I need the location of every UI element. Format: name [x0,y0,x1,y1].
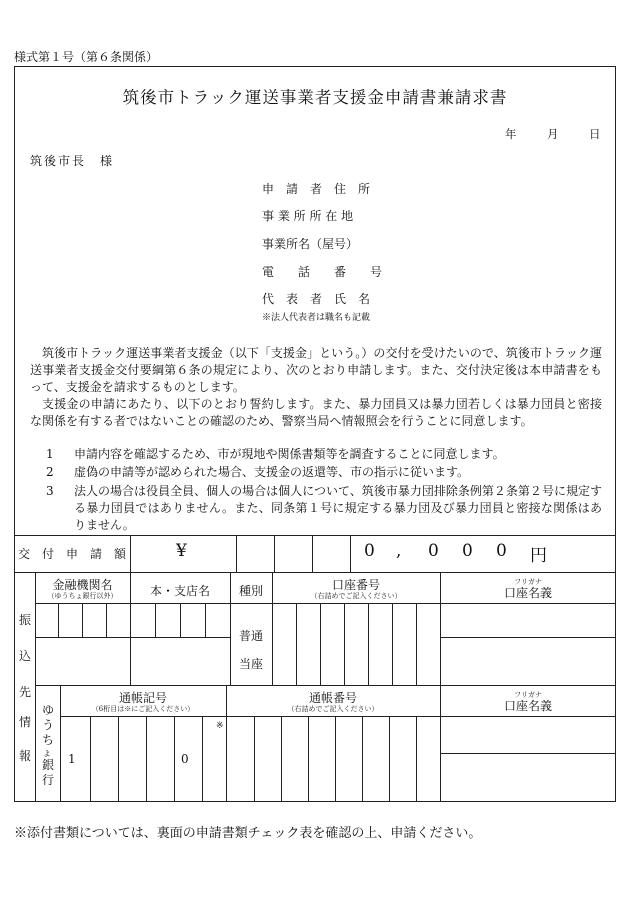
date-month: 月 [547,127,559,141]
representative-label: 代 表 者 氏 名 [262,292,371,306]
passbook-symbol-note: （6桁目は※にご記入ください） [91,705,195,713]
passbook-number-note: （右詰めでご記入ください） [287,705,379,713]
pledge-number: 1 [46,447,54,461]
institution-header: 金融機関名 [52,578,113,592]
amount-comma: , [396,541,402,561]
pledge-item [46,483,606,534]
type-option-ordinary[interactable]: 普通 [238,629,263,643]
form-title: 筑後市トラック運送事業者支援金申請書兼請求書 [122,88,508,107]
amount-digit[interactable]: 0 [462,541,473,561]
institution-note: （ゆうちょ銀行以外） [47,592,118,600]
side-label-char: 情 [19,715,32,729]
phone-label: 電 話 番 号 [262,265,383,279]
side-label-char: 振 [19,613,32,627]
branch-header: 本・支店名 [149,584,210,598]
furigana-label: フリガナ [514,578,542,586]
pledge-item [46,464,606,481]
date-day: 日 [589,127,601,141]
applicant-address-label: 申 請 者 住 所 [262,182,371,196]
pledge-number: 3 [46,484,54,498]
amount-unit: 円 [530,546,547,566]
account-number-header: 口座番号 [331,578,380,592]
pledge-text: 虚偽の申請等が認められた場合、支援金の返還等、市の指示に従います。 [74,465,470,479]
amount-digit[interactable]: 0 [428,541,439,561]
account-holder-header: 口座名義 [503,586,552,600]
business-name-label: 事業所名（屋号） [262,237,359,251]
yucho-label-char: 銀 [42,758,55,772]
pledge-number: 2 [46,465,54,479]
yucho-label-char: 行 [42,773,55,787]
office-location-label: 事 業 所 所 在 地 [262,209,354,223]
symbol-digit-prefill: 1 [68,752,76,766]
yucho-label-char: ち [42,733,55,747]
pledge-item [46,446,606,463]
form-number: 様式第１号（第６条関係） [14,50,159,64]
yen-symbol: ¥ [176,541,187,561]
passbook-symbol-header: 通帳記号 [118,691,167,705]
amount-digit[interactable]: 0 [364,541,375,561]
yucho-label-char: ゆ [42,703,55,717]
passbook-number-header: 通帳番号 [308,691,357,705]
body-paragraph-1: 筑後市トラック運送事業者支援金（以下「支援金」という。）の交付を受けたいので、筑後市トラック運送事業者支援金交付要綱第６条の規定により、次のとおり申請します。また、交付決定後は本申請書をもって、支援金を請求するものとします。 [30,346,602,394]
side-label-char: 込 [19,649,32,663]
side-label-char: 先 [19,685,32,699]
yucho-label-char: う [42,718,55,732]
date-year: 年 [505,127,517,141]
side-label-char: 報 [19,749,32,763]
amount-digit[interactable]: 0 [496,541,507,561]
account-number-note: （右詰めでご記入ください） [310,592,402,600]
account-holder-header: 口座名義 [503,699,552,713]
furigana-label: フリガナ [514,691,542,699]
representative-note: ※法人代表者は職名も記載 [262,313,371,323]
footer-note: ※添付書類については、裏面の申請書類チェック表を確認の上、申請ください。 [14,826,482,841]
addressee: 筑後市長 様 [30,154,115,168]
pledge-text: 法人の場合は役員全員、個人の場合は個人について、筑後市暴力団排除条例第２条第２号に規定する暴力団員ではありません。また、同条第１号に規定する暴力団及び暴力団員と密接な関係はありません。 [74,484,602,532]
sixth-digit-marker: ※ [216,721,224,731]
type-header: 種別 [238,584,263,598]
yucho-label-char: ょ [42,748,52,759]
symbol-digit-prefill: 0 [181,752,189,766]
body-paragraph-2: 支援金の申請にあたり、以下のとおり誓約します。また、暴力団員又は暴力団若しくは暴力団員と密接な関係を有する者ではないことの確認のため、警察当局へ情報照会を行うことに同意します。 [30,397,602,428]
amount-label: 交 付 申 請 額 [17,547,126,561]
type-option-current[interactable]: 当座 [238,657,263,671]
pledge-text: 申請内容を確認するため、市が現地や関係書類等を調査することに同意します。 [74,447,505,461]
